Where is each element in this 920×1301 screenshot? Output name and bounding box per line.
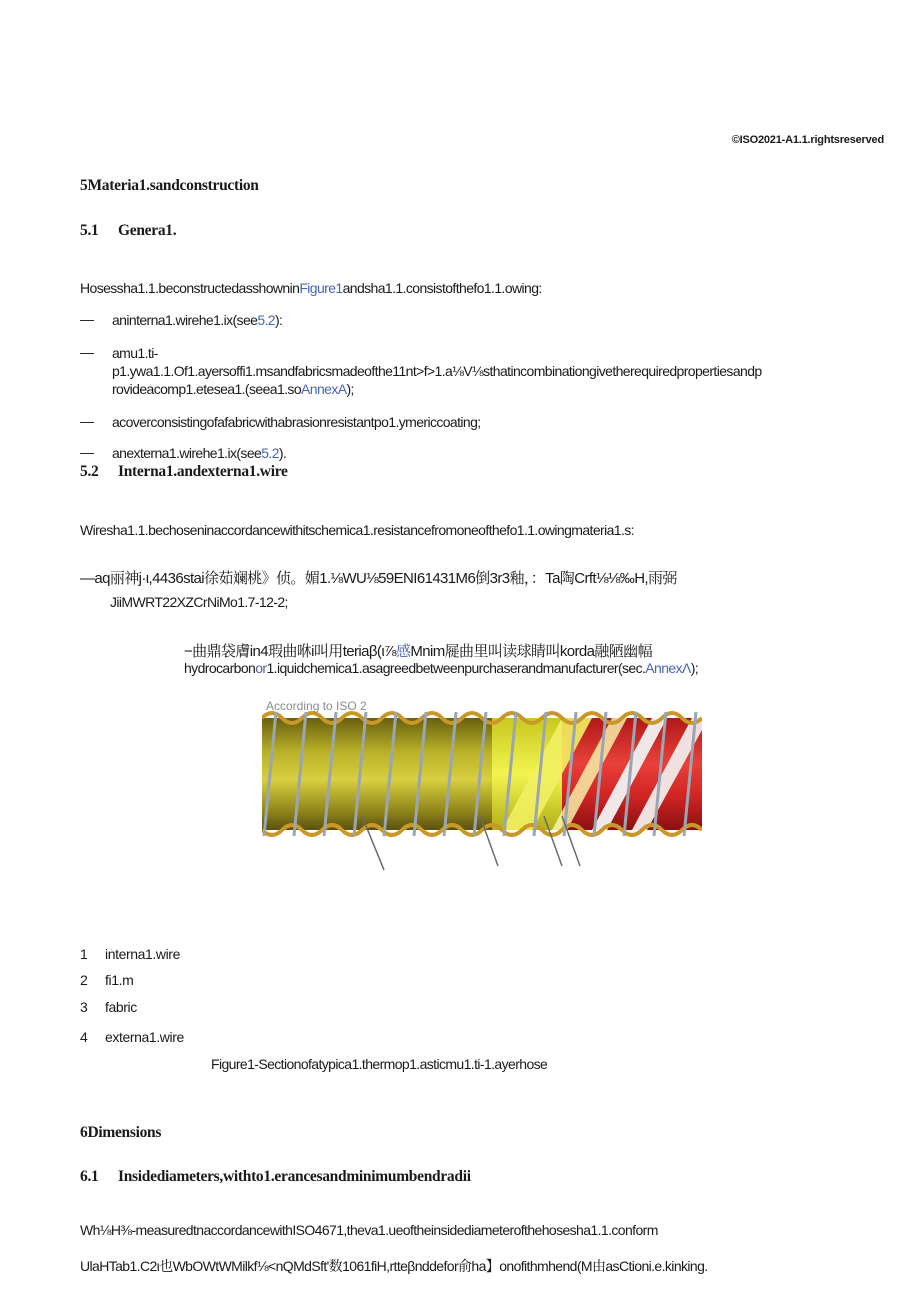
list-item-external-wire — [112, 444, 286, 462]
section-title: Insidediameters,withto1.erancesandminimumbendradii — [118, 1168, 471, 1185]
hydrocarbon-line — [184, 660, 698, 676]
text-run: ); — [690, 660, 699, 676]
text-run: andsha1.1.consistofthefo1.1.owing: — [342, 280, 542, 296]
annex-a-link[interactable]: AnnexA — [301, 381, 347, 397]
list-item-layers — [112, 344, 762, 398]
garbled-line-3 — [184, 640, 652, 661]
annex-a-link[interactable]: AnnexΛ — [645, 660, 691, 676]
text-run: hydrocarbon — [184, 660, 256, 676]
legend-label: fi1.m — [105, 972, 134, 988]
text-line: p1.ywa1.1.Of1.ayersoffi1.msandfabricsmadeofthe11nt>f>1.a⅛V⅛sthatincombinationgivetherequiredpropertiesandp — [112, 363, 762, 379]
section-number: 5.1 — [80, 222, 99, 239]
text-run: anexterna1.wirehe1.ix(see — [112, 445, 262, 461]
section-5-title: 5Materia1.sandconstruction — [80, 177, 259, 194]
section-title: Interna1.andexterna1.wire — [118, 463, 288, 480]
section-number: 5.2 — [80, 463, 99, 480]
hose-section-figure — [262, 696, 702, 872]
dimensions-line-2: UlaHTab1.C2ι也WbOWtWMilkf⅛<nQMdSft'数1061fiH,rtteβnddefor俞ha】onofithmhend(M由asCtioni.e.kinking. — [80, 1258, 708, 1274]
garbled-line-1: —aq丽神j·ι,4436stai徐茹斓桃》侦。媚1.⅛WU⅛59ENI61431M6倒3r3釉，：Ta陶Crft⅛⅛‰H,雨弼 — [80, 570, 677, 587]
text-run: ); — [346, 381, 354, 397]
intro-paragraph — [80, 280, 542, 296]
copyright-notice: ©ISO2021-A1.1.rightsreserved — [731, 134, 884, 146]
list-item-cover: acoverconsistingofafabricwithabrasionresistantpo1.ymericcoating; — [112, 414, 481, 430]
figure-1-link[interactable]: Figure1 — [299, 280, 343, 296]
section-5-2-heading — [80, 463, 288, 481]
wire-paragraph: Wiresha1.1.bechoseninaccordancewithitschemica1.resistancefromoneofthefo1.1.owingmateria1.s: — [80, 522, 634, 538]
text-run: 感 — [395, 643, 411, 660]
figure-overlay-text: According to ISO 2 — [266, 699, 367, 713]
legend-label: fabric — [105, 999, 137, 1015]
list-dash: — — [80, 413, 94, 429]
section-6-title: 6Dimensions — [80, 1124, 162, 1141]
list-item-internal-wire — [112, 311, 282, 329]
list-dash: — — [80, 311, 94, 327]
text-run: ): — [275, 312, 283, 328]
section-5-1-heading — [80, 222, 176, 240]
legend-label: interna1.wire — [105, 946, 180, 962]
text-run: 1.iquidchemica1.asagreedbetweenpurchaserandmanufacturer(sec. — [266, 660, 646, 676]
legend-number: 4 — [80, 1029, 88, 1045]
text-run: −曲鼎袋膚in4瑕曲咻i叫用teriaβ(ι⅞ — [184, 643, 396, 660]
text-run: ). — [278, 445, 287, 461]
text-line: amu1.ti- — [112, 345, 158, 361]
text-run: aninterna1.wirehe1.ix(see — [112, 312, 258, 328]
legend-label: externa1.wire — [105, 1029, 184, 1045]
garbled-line-2: JiiMWRT22XZCrNiMo1.7-12-2; — [110, 594, 288, 610]
legend-number: 3 — [80, 999, 88, 1015]
list-dash: — — [80, 344, 94, 360]
text-run: Mnim屣曲里叫读球睛叫korda融陋幽幅 — [410, 643, 652, 660]
clause-5-2-link[interactable]: 5.2 — [257, 312, 275, 328]
legend-number: 1 — [80, 946, 88, 962]
figure-caption: Figure1-Sectionofatypica1.thermop1.asticmu1.ti-1.ayerhose — [211, 1056, 548, 1072]
text-run: rovideacomp1.etesea1.(seea1.so — [112, 381, 302, 397]
text-line — [112, 380, 762, 398]
text-run: or — [255, 660, 267, 676]
hose-illustration — [262, 696, 702, 872]
text-run: Hosessha1.1.beconstructedasshownin — [80, 280, 300, 296]
legend-number: 2 — [80, 972, 88, 988]
section-6-1-heading — [80, 1168, 471, 1186]
clause-5-2-link[interactable]: 5.2 — [261, 445, 279, 461]
dimensions-line-1: Wh⅛H⅜-measuredtnaccordancewithISO4671,theva1.ueoftheinsidediameterofthehosesha1.1.conform — [80, 1222, 658, 1238]
list-dash: — — [80, 444, 94, 460]
section-title: Genera1. — [118, 222, 177, 239]
section-number: 6.1 — [80, 1168, 99, 1185]
